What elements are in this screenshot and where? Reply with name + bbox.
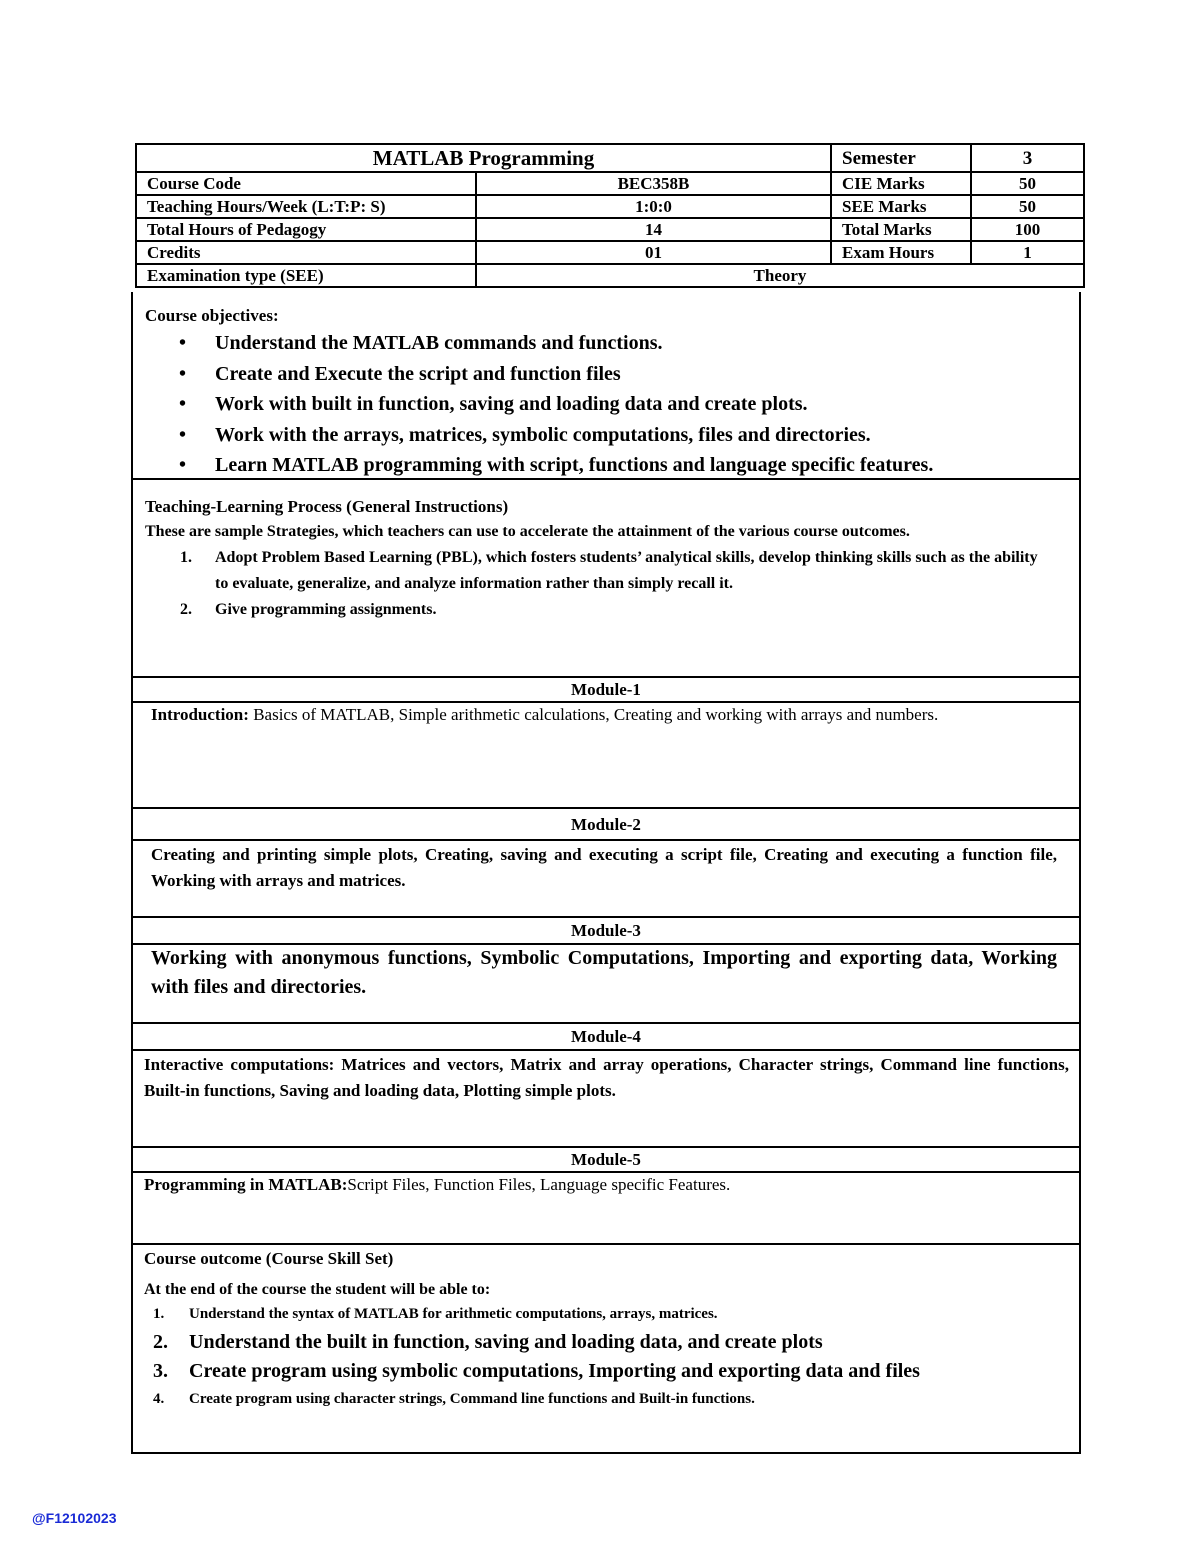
module-1-heading	[133, 678, 1079, 702]
item-number: 1.	[180, 549, 192, 566]
module-text: Working with anonymous functions, Symbolic Computations, Importing and exporting data, Working with files and directories.	[151, 947, 1057, 998]
objective-item: • Work with the arrays, matrices, symbolic computations, files and directories.	[133, 420, 1079, 451]
row-key: SEE Marks	[831, 195, 971, 218]
module-5-content	[133, 1172, 1079, 1198]
exam-type-label: Examination type (SEE)	[136, 264, 476, 287]
module-1-content	[133, 702, 1079, 728]
module-text: Basics of MATLAB, Simple arithmetic calculations, Creating and working with arrays and numbers.	[248, 705, 939, 724]
objective-item: • Learn MATLAB programming with script, functions and language specific features.	[133, 450, 1079, 481]
teaching-list	[133, 545, 1079, 623]
divider	[131, 1022, 1081, 1024]
objective-item: • Create and Execute the script and function files	[133, 359, 1079, 390]
module-title: Module-3	[571, 921, 641, 940]
item-text: Adopt Problem Based Learning (PBL), which fosters students’ analytical skills, develop thinking skills such as the ability to evaluate, generalize, and analyze information rather than simply recall it.	[215, 549, 1038, 592]
row-label: Course Code	[136, 172, 476, 195]
row-label: Total Hours of Pedagogy	[136, 218, 476, 241]
row-label: Teaching Hours/Week (L:T:P: S)	[136, 195, 476, 218]
module-2-content	[133, 842, 1079, 894]
outcome-item	[133, 1327, 1079, 1357]
module-text: Matrices and vectors, Matrix and array operations, Character strings, Command line functions, Built-in functions, Saving and loading data, Plotting simple plots.	[144, 1055, 1069, 1100]
item-number: 3.	[153, 1360, 168, 1382]
outcome-item	[133, 1385, 1079, 1413]
outcome-item	[133, 1357, 1079, 1385]
module-4-content	[133, 1052, 1079, 1104]
item-text: Understand the built in function, saving and loading data, and create plots	[189, 1331, 823, 1353]
row-key: Exam Hours	[831, 241, 971, 264]
item-text: Create program using symbolic computations, Importing and exporting data and files	[189, 1360, 920, 1382]
row-key: Total Marks	[831, 218, 971, 241]
outcome-item	[133, 1302, 1079, 1327]
teaching-intro: These are sample Strategies, which teachers can use to accelerate the attainment of the various course outcomes.	[145, 523, 910, 540]
row-key-value: 50	[971, 195, 1084, 218]
item-number: 2.	[180, 601, 192, 618]
module-text: Script Files, Function Files, Language specific Features.	[347, 1175, 731, 1194]
row-key-value: 50	[971, 172, 1084, 195]
teaching-item	[133, 597, 1079, 623]
objectives-section	[133, 304, 1079, 481]
divider	[131, 807, 1081, 809]
row-key: CIE Marks	[831, 172, 971, 195]
divider	[131, 478, 1081, 480]
row-value: 1:0:0	[476, 195, 831, 218]
item-text: Understand the syntax of MATLAB for arithmetic computations, arrays, matrices.	[189, 1306, 718, 1322]
divider	[131, 916, 1081, 918]
row-key-value: 1	[971, 241, 1084, 264]
objective-item: • Understand the MATLAB commands and functions.	[133, 328, 1079, 359]
teaching-heading: Teaching-Learning Process (General Instructions)	[145, 497, 509, 516]
module-5-heading	[133, 1148, 1079, 1172]
module-lead: Interactive computations:	[144, 1055, 335, 1074]
module-title: Module-1	[571, 680, 641, 699]
teaching-section	[133, 495, 1079, 623]
item-text: Create program using character strings, Command line functions and Built-in functions.	[189, 1391, 755, 1407]
teaching-item	[133, 545, 1079, 597]
syllabus-content-box	[131, 292, 1081, 1454]
divider	[131, 1049, 1081, 1051]
module-text: Creating and printing simple plots, Creating, saving and executing a script file, Creating and executing a function file, Working with arrays and matrices.	[151, 845, 1057, 890]
outcomes-heading: Course outcome (Course Skill Set)	[144, 1249, 394, 1268]
row-label: Credits	[136, 241, 476, 264]
item-number: 2.	[153, 1331, 168, 1353]
divider	[131, 1243, 1081, 1245]
objectives-list	[133, 328, 1079, 481]
row-value: BEC358B	[476, 172, 831, 195]
semester-value: 3	[971, 144, 1084, 172]
module-title: Module-4	[571, 1027, 641, 1046]
module-3-heading	[133, 919, 1079, 943]
objective-item: • Work with built in function, saving and loading data and create plots.	[133, 389, 1079, 420]
module-lead: Programming in MATLAB:	[144, 1175, 348, 1194]
module-lead: Introduction:	[151, 705, 249, 724]
row-value: 01	[476, 241, 831, 264]
module-title: Module-2	[571, 815, 641, 834]
outcomes-intro: At the end of the course the student will be able to:	[144, 1281, 491, 1298]
module-4-heading	[133, 1025, 1079, 1049]
row-key-value: 100	[971, 218, 1084, 241]
item-number: 1.	[153, 1306, 165, 1322]
outcomes-list	[133, 1302, 1079, 1413]
document-code-mark: @F12102023	[32, 1510, 117, 1526]
item-text: Give programming assignments.	[215, 601, 437, 618]
objectives-heading: Course objectives:	[145, 306, 279, 325]
exam-type-value: Theory	[476, 264, 1084, 287]
semester-label: Semester	[831, 144, 971, 172]
row-value: 14	[476, 218, 831, 241]
outcomes-section	[133, 1246, 1079, 1413]
module-title: Module-5	[571, 1150, 641, 1169]
course-title: MATLAB Programming	[136, 144, 831, 172]
divider	[131, 839, 1081, 841]
module-2-heading	[133, 813, 1079, 837]
course-info-table	[135, 143, 1085, 288]
item-number: 4.	[153, 1391, 165, 1407]
module-3-content	[133, 944, 1079, 1002]
